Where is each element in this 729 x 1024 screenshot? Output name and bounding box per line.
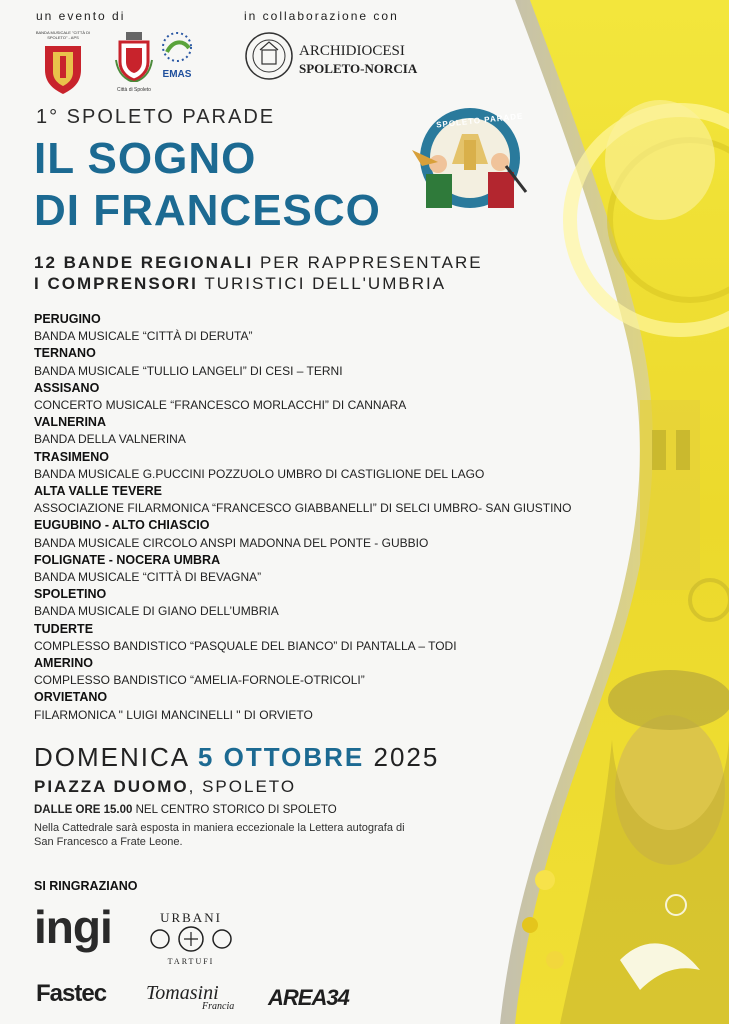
crest-icon — [112, 30, 156, 82]
band-name: ASSOCIAZIONE FILARMONICA “FRANCESCO GIABBANELLI” DI SELCI UMBRO- SAN GIUSTINO — [34, 501, 572, 516]
date-highlight: 5 OTTOBRE — [197, 742, 365, 772]
band-name: FILARMONICA " LUIGI MANCINELLI " DI ORVIETO — [34, 707, 313, 722]
sponsor-fastec: Fastec — [36, 980, 107, 1007]
list-item — [34, 380, 614, 414]
note-line-1: Nella Cattedrale sarà esposta in maniera eccezionale la Lettera autografa di — [34, 822, 405, 834]
place-rest: , SPOLETO — [188, 777, 297, 796]
church-seal-icon — [244, 30, 294, 82]
emas-text: EMAS — [162, 69, 192, 80]
region-name: TUDERTE — [34, 621, 94, 636]
band-name: BANDA DELLA VALNERINA — [34, 432, 186, 447]
region-name: TERNANO — [34, 346, 96, 361]
tagline-line-1 — [34, 253, 483, 273]
list-item — [34, 552, 614, 586]
band-name: BANDA MUSICALE DI GIANO DELL’UMBRIA — [34, 604, 279, 619]
stars-icon — [157, 30, 197, 64]
band-name: CONCERTO MUSICALE “FRANCESCO MORLACCHI” DI CANNARA — [34, 398, 407, 413]
tagline-rest-1: PER RAPPRESENTARE — [253, 253, 483, 272]
list-item — [34, 311, 614, 345]
sponsor-urbani-logo — [146, 910, 236, 966]
event-by-label: un evento di — [36, 9, 126, 23]
band-name: COMPLESSO BANDISTICO “PASQUALE DEL BIANCO” DI PANTALLA – TODI — [34, 638, 457, 653]
tomasini-name: Tomasini — [146, 982, 219, 1004]
sponsor-area34: AREA34 — [268, 985, 349, 1010]
region-name: ALTA VALLE TEVERE — [34, 484, 163, 499]
time-bold: DALLE ORE 15.00 — [34, 804, 133, 816]
truffle-icon — [146, 926, 236, 952]
event-place — [34, 777, 296, 797]
title-line-2: DI FRANCESCO — [34, 186, 381, 235]
list-item — [34, 621, 614, 655]
region-name: EUGUBINO - ALTO CHIASCIO — [34, 518, 210, 533]
urbani-tartufi: TARTUFI — [167, 957, 215, 966]
place-bold: PIAZZA DUOMO — [34, 777, 189, 796]
time-rest: NEL CENTRO STORICO DI SPOLETO — [132, 804, 337, 816]
citta-caption: Città di Spoleto — [117, 87, 151, 93]
archdiocese-city: SPOLETO-NORCIA — [299, 61, 418, 76]
event-note — [34, 821, 454, 849]
parade-badge-text: SPOLETO PARADE — [435, 111, 524, 130]
list-item — [34, 345, 614, 379]
list-item — [34, 586, 614, 620]
band-name: BANDA MUSICALE “TULLIO LANGELI” DI CESI – TERNI — [34, 363, 343, 378]
band-name: COMPLESSO BANDISTICO “AMELIA-FORNOLE-OTRICOLI” — [34, 673, 365, 688]
band-name: BANDA MUSICALE G.PUCCINI POZZUOLO UMBRO DI CASTIGLIONE DEL LAGO — [34, 466, 485, 481]
event-time — [34, 804, 337, 816]
sponsor-tomasini — [146, 982, 234, 1012]
band-list — [34, 311, 614, 724]
tomasini-francia: Francia — [202, 1001, 235, 1012]
sponsor-ingi: ingi — [34, 901, 112, 953]
event-date — [34, 742, 439, 773]
date-year: 2025 — [373, 742, 440, 772]
list-item — [34, 689, 614, 723]
banda-logo — [33, 30, 93, 96]
list-item — [34, 655, 614, 689]
region-name: TRASIMENO — [34, 449, 109, 464]
list-item — [34, 414, 614, 448]
tagline-bold-1: 12 BANDE REGIONALI — [34, 253, 254, 272]
region-name: ORVIETANO — [34, 690, 108, 705]
region-name: AMERINO — [34, 656, 94, 671]
collaboration-label: in collaborazione con — [244, 9, 399, 23]
band-name: BANDA MUSICALE CIRCOLO ANSPI MADONNA DEL PONTE - GUBBIO — [34, 535, 429, 550]
archdiocese-logo — [244, 30, 424, 86]
spoleto-parade-badge — [408, 104, 528, 212]
list-item — [34, 517, 614, 551]
archdiocese-name: ARCHIDIOCESI — [299, 43, 405, 59]
region-name: ASSISANO — [34, 380, 100, 395]
event-subtitle: 1° SPOLETO PARADE — [36, 106, 276, 128]
band-name: BANDA MUSICALE “CITTÀ DI DERUTA” — [34, 329, 253, 344]
title-line-1: IL SOGNO — [34, 134, 257, 183]
list-item — [34, 449, 614, 483]
region-name: PERUGINO — [34, 312, 101, 326]
urbani-name: URBANI — [160, 910, 222, 925]
region-name: SPOLETINO — [34, 587, 107, 602]
date-day: DOMENICA — [34, 742, 189, 772]
tagline-bold-2: I COMPRENSORI — [34, 274, 198, 293]
citta-logo — [112, 30, 156, 94]
banda-logo-text: BANDA MUSICALE "CITTÀ DI SPOLETO" - APS — [35, 30, 91, 40]
tagline-line-2 — [34, 274, 446, 294]
tagline-rest-2: TURISTICI DELL'UMBRIA — [197, 274, 447, 293]
emas-logo — [157, 30, 197, 92]
band-name: BANDA MUSICALE “CITTÀ DI BEVAGNA” — [34, 570, 262, 585]
list-item — [34, 483, 614, 517]
region-name: VALNERINA — [34, 415, 106, 430]
thanks-heading: SI RINGRAZIANO — [34, 879, 138, 893]
note-line-2: San Francesco a Frate Leone. — [34, 836, 183, 848]
region-name: FOLIGNATE - NOCERA UMBRA — [34, 552, 221, 567]
shield-icon — [33, 40, 93, 96]
